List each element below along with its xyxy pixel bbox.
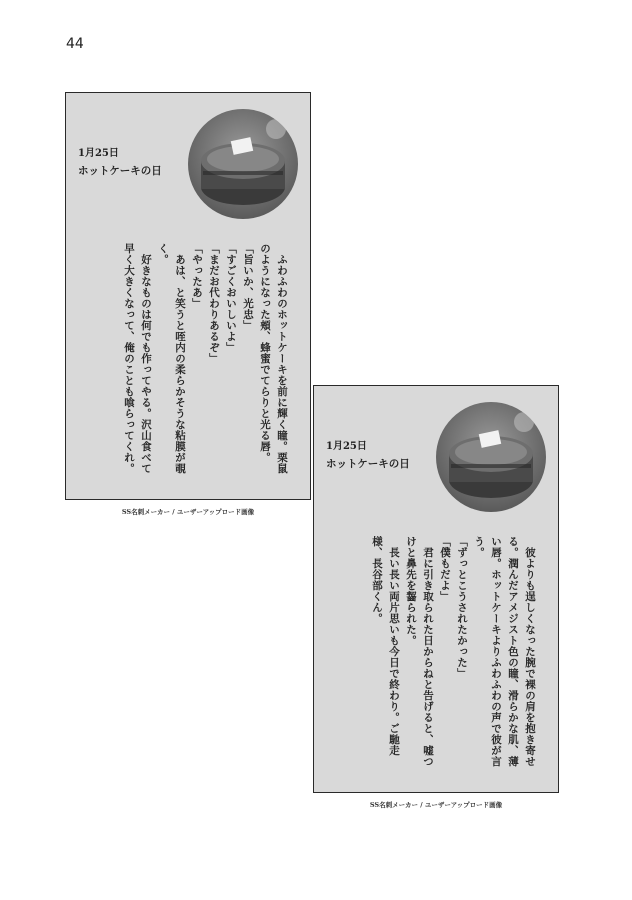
- pancake-photo-icon: [436, 402, 546, 512]
- card-caption: SS名刺メーカー / ユーザーアップロード画像: [369, 801, 503, 809]
- body-paragraph: 好きなものは何でも作ってやる。沢山食べて早く大きくなって、俺のことも喰らってくれ。: [123, 243, 152, 474]
- body-paragraph: 「すごくおいしいよ」: [225, 243, 237, 353]
- body-paragraph: 君に引き取られた日からねと告げると、嘘つけと鼻先を齧られた。: [405, 536, 434, 767]
- card-caption: SS名刺メーカー / ユーザーアップロード画像: [121, 508, 255, 516]
- card-body-text: [80, 243, 290, 483]
- pancake-photo-icon: [188, 109, 298, 219]
- body-paragraph: 「旨いか、光忠」: [242, 243, 254, 331]
- card-date: 1月25日: [326, 441, 367, 452]
- body-paragraph: 長い長い両片思いも今日で終わり。ご馳走様、長谷部くん。: [371, 536, 400, 756]
- card-body-text: [328, 536, 538, 776]
- body-paragraph: 「僕もだよ」: [439, 536, 451, 602]
- page-number: 44: [66, 36, 84, 52]
- body-paragraph: 「やったあ」: [191, 243, 203, 309]
- body-paragraph: 彼よりも逞しくなった腕で裸の肩を抱き寄せる。潤んだアメジスト色の瞳、滑らかな肌、薄い唇。ホットケーキよりふわふわの声で彼が言う。: [473, 536, 536, 767]
- body-paragraph: ふわふわのホットケーキを前に輝く瞳。栗鼠のようになった頬、蜂蜜でてらりと光る唇。: [259, 243, 288, 474]
- body-paragraph: 「まだお代わりあるぞ」: [208, 243, 220, 364]
- ss-card-2: [313, 385, 559, 793]
- card-date: 1月25日: [78, 148, 119, 159]
- body-paragraph: 「ずっとこうされたかった」: [456, 536, 468, 679]
- card-title: ホットケーキの日: [78, 165, 162, 177]
- ss-card-1: [65, 92, 311, 500]
- body-paragraph: あは、と笑うと咥内の柔らかそうな粘膜が覗く。: [157, 243, 186, 474]
- card-title: ホットケーキの日: [326, 458, 410, 470]
